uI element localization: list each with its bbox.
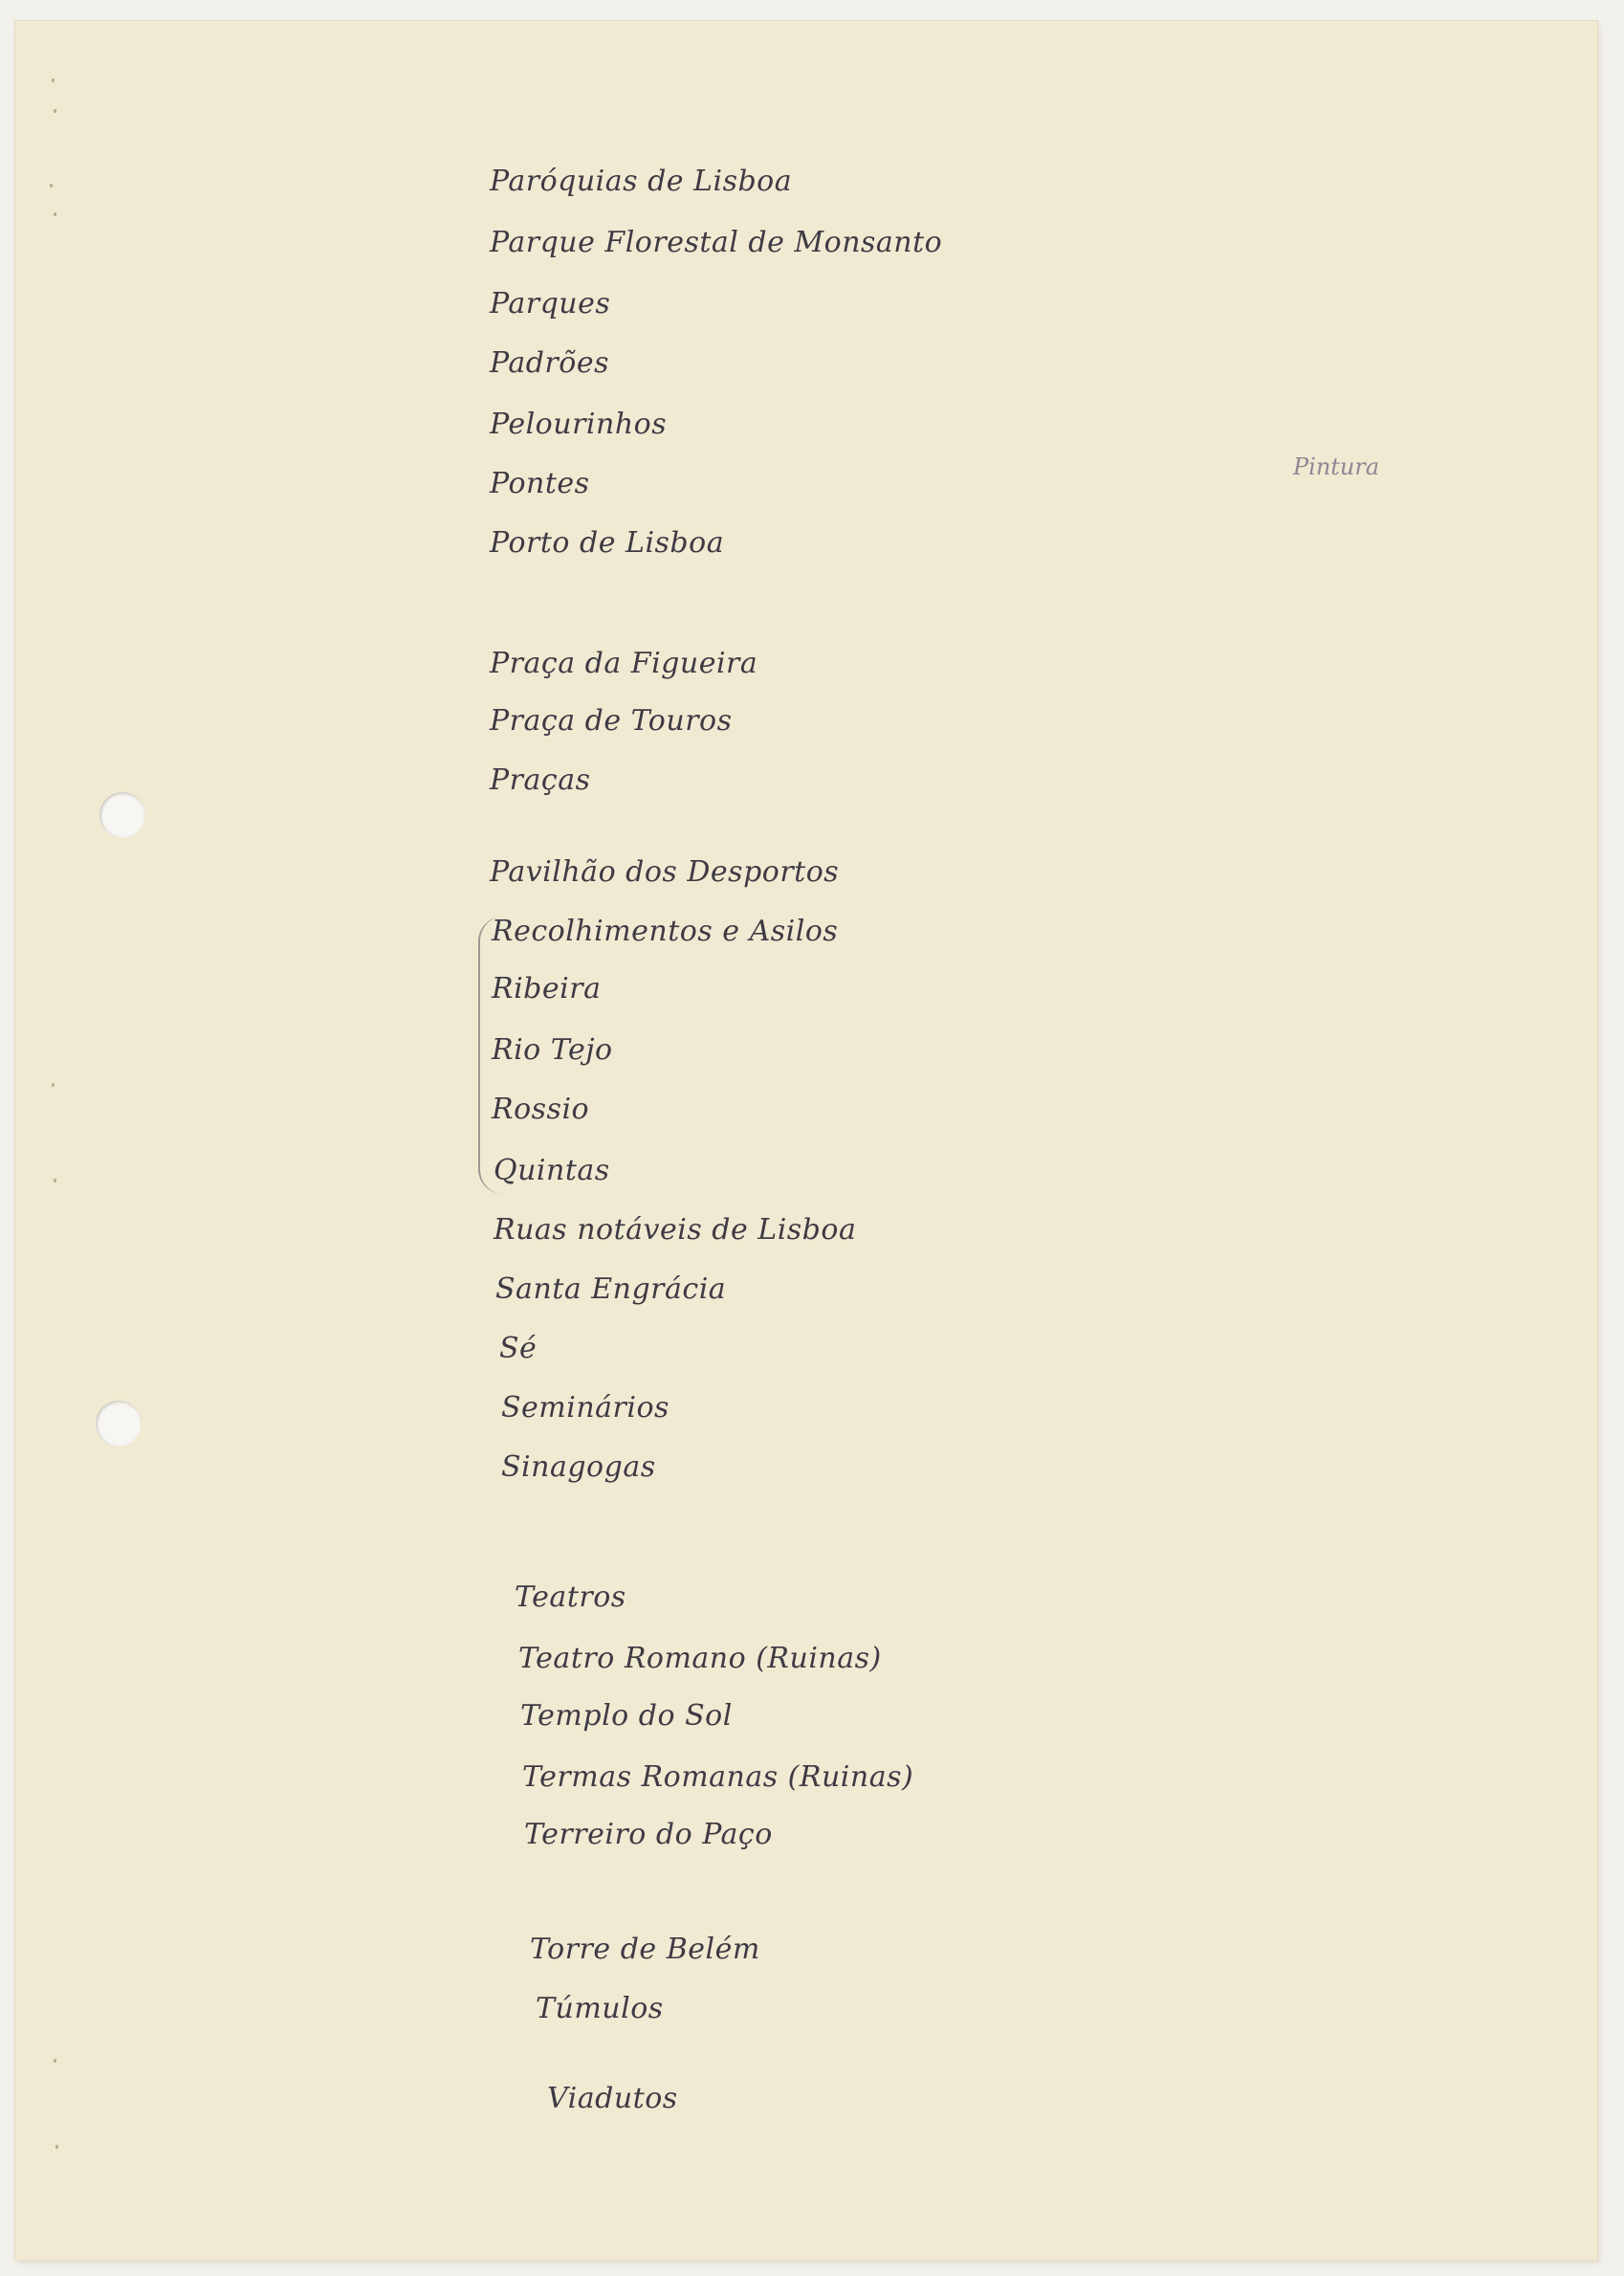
list-item: Túmulos xyxy=(536,1992,664,2025)
list-item: Teatros xyxy=(515,1580,626,1614)
list-item: Seminários xyxy=(501,1391,669,1425)
list-item: Viadutos xyxy=(547,2082,678,2115)
edge-mark xyxy=(54,212,56,216)
list-item: Ribeira xyxy=(492,972,602,1005)
list-item: Pelourinhos xyxy=(490,408,668,441)
list-item: Sé xyxy=(499,1332,538,1365)
list-item: Recolhimentos e Asilos xyxy=(492,915,839,948)
list-item: Teatro Romano (Ruinas) xyxy=(518,1642,882,1675)
edge-mark xyxy=(54,1179,56,1182)
list-item: Rossio xyxy=(492,1093,590,1126)
list-item: Sinagogas xyxy=(501,1450,656,1484)
punch-hole-bottom xyxy=(96,1401,142,1447)
list-item: Praça da Figueira xyxy=(490,647,758,680)
list-item: Praça de Touros xyxy=(490,704,733,738)
list-item: Templo do Sol xyxy=(520,1699,733,1733)
list-item: Padrões xyxy=(490,346,609,380)
list-item: Paróquias de Lisboa xyxy=(490,165,793,198)
list-item: Quintas xyxy=(494,1154,610,1187)
edge-mark xyxy=(52,78,55,82)
list-item: Ruas notáveis de Lisboa xyxy=(494,1213,857,1247)
edge-mark xyxy=(54,109,56,113)
paper-sheet xyxy=(15,21,1597,2260)
list-item: Porto de Lisboa xyxy=(490,526,725,560)
list-item: Rio Tejo xyxy=(492,1033,613,1067)
list-item: Terreiro do Paço xyxy=(524,1818,773,1851)
list-item: Termas Romanas (Ruinas) xyxy=(522,1760,914,1794)
punch-hole-top xyxy=(99,792,145,838)
list-item: Parques xyxy=(490,287,611,320)
edge-mark xyxy=(54,2059,56,2063)
edge-mark xyxy=(50,184,53,188)
list-item: Praças xyxy=(490,763,591,797)
margin-note: Pintura xyxy=(1293,453,1380,480)
list-item: Santa Engrácia xyxy=(495,1272,727,1306)
list-item: Pavilhão dos Desportos xyxy=(490,855,840,889)
list-item: Pontes xyxy=(490,467,590,500)
list-item: Parque Florestal de Monsanto xyxy=(490,226,943,259)
list-item: Torre de Belém xyxy=(530,1933,760,1966)
edge-mark xyxy=(55,2145,58,2149)
edge-mark xyxy=(52,1083,55,1087)
